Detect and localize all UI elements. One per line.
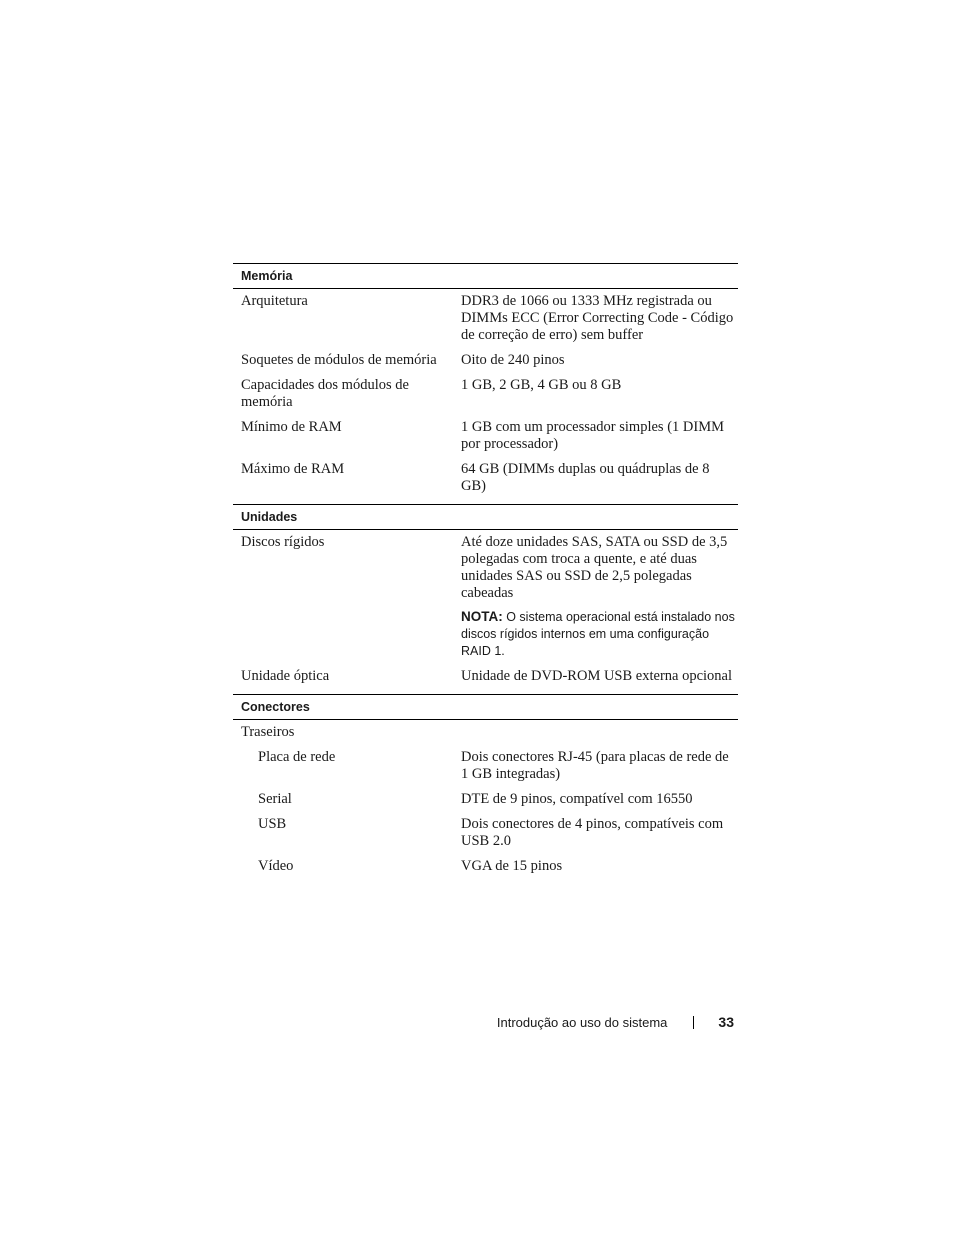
table-group-row (233, 724, 738, 741)
row-label: Vídeo (258, 858, 294, 874)
row-value: 1 GB com um processador simples (1 DIMM por processador) (461, 419, 724, 452)
row-label: Arquitetura (241, 293, 308, 309)
row-label: Máximo de RAM (241, 461, 345, 477)
row-value: Oito de 240 pinos (461, 352, 565, 368)
footer-divider (693, 1016, 694, 1029)
table-row (233, 668, 738, 685)
drives-rows (233, 530, 738, 694)
section-title: Conectores (241, 700, 310, 714)
note-text: O sistema operacional está instalado nos discos rígidos internos em uma configuração RAID 1. (461, 610, 735, 658)
row-value: DTE de 9 pinos, compatível com 16550 (461, 791, 693, 807)
table-row (233, 419, 738, 453)
section-title: Memória (241, 269, 293, 283)
row-label: USB (258, 816, 287, 832)
row-value: 1 GB, 2 GB, 4 GB ou 8 GB (461, 377, 622, 393)
table-row (233, 791, 738, 808)
row-value: Dois conectores de 4 pinos, compatíveis com USB 2.0 (461, 816, 724, 849)
table-row (233, 377, 738, 411)
row-label: Serial (258, 791, 292, 807)
connectors-rows (233, 720, 738, 884)
section-header-memory (233, 263, 738, 289)
note-label: NOTA: (461, 609, 503, 624)
row-label: Unidade óptica (241, 668, 330, 684)
page-number: 33 (718, 1014, 734, 1030)
row-label: Capacidades dos módulos de memória (241, 377, 409, 410)
table-row (233, 461, 738, 495)
table-row (233, 352, 738, 369)
row-value: 64 GB (DIMMs duplas ou quádruplas de 8 GB) (461, 461, 710, 494)
row-label: Discos rígidos (241, 534, 325, 550)
row-value: Unidade de DVD-ROM USB externa opcional (461, 668, 733, 684)
row-label: Soquetes de módulos de memória (241, 352, 437, 368)
note (461, 608, 738, 660)
row-label: Placa de rede (258, 749, 336, 765)
memory-rows (233, 289, 738, 504)
section-header-drives (233, 504, 738, 530)
table-row (233, 749, 738, 783)
row-value: Até doze unidades SAS, SATA ou SSD de 3,5 polegadas com troca a quente, e até duas unidades SAS ou SSD de 2,5 polegadas cabeadas (461, 534, 728, 601)
row-value: DDR3 de 1066 ou 1333 MHz registrada ou DIMMs ECC (Error Correcting Code - Código de correção de erro) sem buffer (461, 293, 734, 343)
specifications-table (233, 263, 738, 884)
group-label: Traseiros (241, 724, 295, 740)
page-footer (480, 1014, 738, 1030)
table-row (233, 534, 738, 660)
table-row (233, 816, 738, 850)
row-value: Dois conectores RJ-45 (para placas de rede de 1 GB integradas) (461, 749, 729, 782)
table-row (233, 858, 738, 875)
section-title: Unidades (241, 510, 298, 524)
table-row (233, 293, 738, 344)
row-label: Mínimo de RAM (241, 419, 342, 435)
row-value-cell (461, 534, 738, 660)
section-header-connectors (233, 694, 738, 720)
footer-chapter-title: Introdução ao uso do sistema (496, 1014, 668, 1030)
row-value: VGA de 15 pinos (461, 858, 563, 874)
